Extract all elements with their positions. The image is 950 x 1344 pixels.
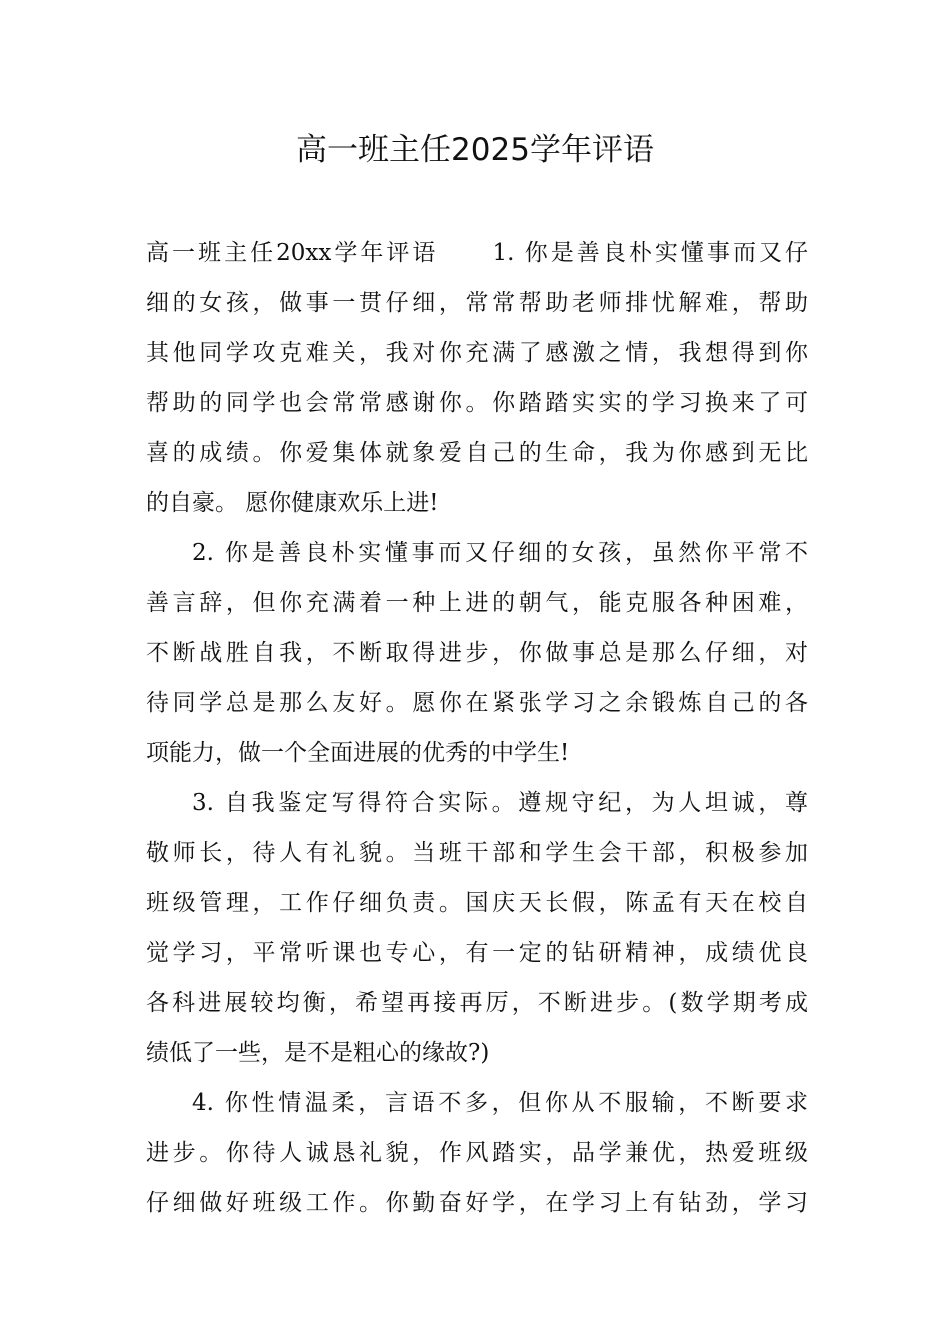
paragraph-2-line-1: 2. 你是善良朴实懂事而又仔细的女孩，虽然你平常不 [192, 540, 808, 566]
paragraph-1-line-5: 喜的成绩。你爱集体就象爱自己的生命，我为你感到无比 [146, 440, 808, 466]
paragraph-3-line-1: 3. 自我鉴定写得符合实际。遵规守纪，为人坦诚，尊 [192, 790, 808, 816]
paragraph-2-line-4: 待同学总是那么友好。愿你在紧张学习之余锻炼自己的各 [146, 690, 808, 716]
paragraph-1-line-2: 细的女孩，做事一贯仔细，常常帮助老师排忧解难，帮助 [146, 290, 808, 316]
paragraph-1-line-6: 的自豪。 愿你健康欢乐上进! [146, 490, 439, 516]
paragraph-3-line-2: 敬师长，待人有礼貌。当班干部和学生会干部，积极参加 [146, 840, 808, 866]
paragraph-4-line-1: 4. 你性情温柔，言语不多，但你从不服输，不断要求 [192, 1090, 808, 1116]
paragraph-3-line-4: 觉学习，平常听课也专心，有一定的钻研精神，成绩优良 [146, 940, 808, 966]
paragraph-1-heading: 高一班主任20xx学年评语 [146, 240, 439, 266]
paragraph-1-first-line: 1. 你是善良朴实懂事而又仔 [492, 240, 808, 266]
paragraph-2-line-5: 项能力，做一个全面进展的优秀的中学生! [146, 740, 570, 766]
paragraph-2-line-3: 不断战胜自我，不断取得进步，你做事总是那么仔细，对 [146, 640, 808, 666]
document-body [146, 228, 808, 1228]
paragraph-3-line-6: 绩低了一些，是不是粗心的缘故?) [146, 1040, 490, 1066]
paragraph-3-line-3: 班级管理，工作仔细负责。国庆天长假，陈孟有天在校自 [146, 890, 808, 916]
paragraph-4-line-2: 进步。你待人诚恳礼貌，作风踏实，品学兼优，热爱班级 [146, 1140, 808, 1166]
paragraph-1-line-1 [146, 228, 808, 278]
paragraph-2-line-2: 善言辞，但你充满着一种上进的朝气，能克服各种困难， [146, 590, 808, 616]
paragraph-3-line-5: 各科进展较均衡，希望再接再厉，不断进步。(数学期考成 [146, 990, 808, 1016]
paragraph-1-line-4: 帮助的同学也会常常感谢你。你踏踏实实的学习换来了可 [146, 390, 808, 416]
document-title: 高一班主任2025学年评语 [296, 132, 654, 168]
paragraph-4-line-3: 仔细做好班级工作。你勤奋好学，在学习上有钻劲，学习 [146, 1190, 808, 1216]
paragraph-1-line-3: 其他同学攻克难关，我对你充满了感激之情，我想得到你 [146, 340, 808, 366]
